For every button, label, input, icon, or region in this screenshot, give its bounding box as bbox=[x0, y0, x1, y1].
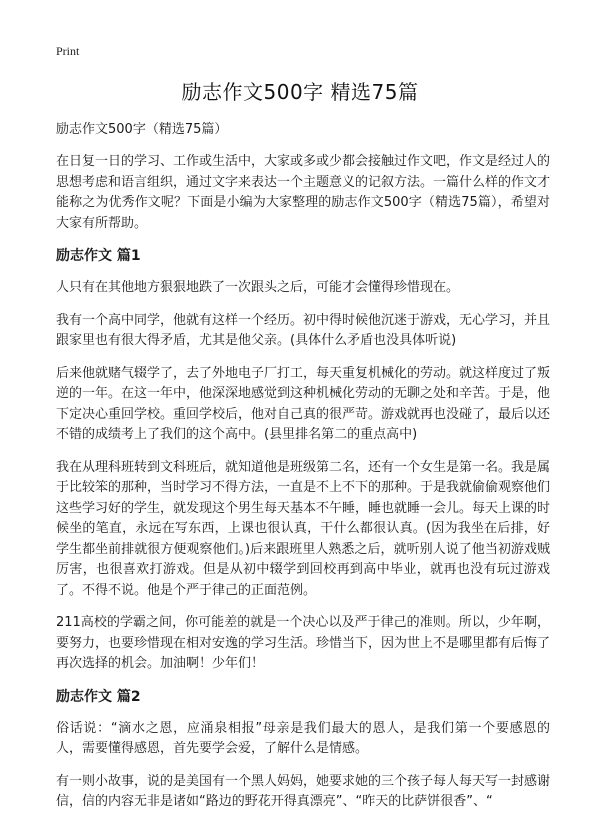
print-link[interactable]: Print bbox=[56, 44, 80, 58]
document-title: 励志作文500字 精选75篇 bbox=[181, 80, 419, 104]
paragraph: 人只有在其他地方狠狠地跌了一次跟头之后，可能才会懂得珍惜现在。 bbox=[56, 280, 460, 295]
paragraph: 我有一个高中同学，他就有这样一个经历。初中得时候他沉迷于游戏，无心学习，并且跟家里也有很大得矛盾，尤其是他父亲。(具体什么矛盾也没具体听说) bbox=[56, 312, 551, 348]
paragraph: 有一则小故事，说的是美国有一个黑人妈妈，她要求她的三个孩子每人每天写一封感谢信，信的内容无非是诸如“路边的野花开得真漂亮”、“昨天的比萨饼很香”、“ bbox=[56, 773, 551, 809]
intro-paragraph: 在日复一日的学习、工作或生活中，大家或多或少都会接触过作文吧，作文是经过人的思想考虑和语言组织，通过文字来表达一个主题意义的记叙方法。一篇什么样的作文才能称之为优秀作文呢？下面是小编为大家整理的励志作文500字（精选75篇），希望对大家有所帮助。 bbox=[56, 154, 551, 231]
document-subtitle: 励志作文500字（精选75篇） bbox=[56, 122, 228, 137]
document-body bbox=[56, 120, 550, 825]
section-heading: 励志作文 篇2 bbox=[56, 688, 141, 705]
section-2 bbox=[56, 687, 550, 813]
section-1 bbox=[56, 246, 550, 675]
paragraph: 后来他就赌气辍学了，去了外地电子厂打工，每天重复机械化的劳动。就这样度过了叛逆的一年。在这一年中，他深深地感觉到这种机械化劳动的无聊之处和辛苦。于是，他下定决心重回学校。重回学校后，他对自己真的很严苛。游戏就再也没碰了，最后以还不错的成绩考上了我们的这个高中。(县里排名第二的重点高中) bbox=[56, 365, 551, 442]
paragraph: 俗话说：“滴水之恩，应涌泉相报”母亲是我们最大的恩人，是我们第一个要感恩的人，需要懂得感恩，首先要学会爱，了解什么是情感。 bbox=[56, 720, 550, 756]
paragraph: 211高校的学霸之间，你可能差的就是一个决心以及严于律己的准则。所以，少年啊，要努力，也要珍惜现在相对安逸的学习生活。珍惜当下，因为世上不是哪里都有后悔了再次选择的机会。加油啊！少年们！ bbox=[56, 615, 551, 671]
paragraph: 我在从理科班转到文科班后，就知道他是班级第二名，还有一个女生是第一名。我是属于比较笨的那种，当时学习不得方法，一直是不上不下的那种。于是我就偷偷观察他们这些学习好的学生，就发现这个男生每天基本不午睡，睡也就睡一会儿。每天上课的时候坐的笔直，永远在写东西，上课也很认真，干什么都很认真。(因为我坐在后排，好学生都坐前排就很方便观察他们。)后来跟班里人熟悉之后，就听别人说了他当初游戏贼厉害，也很喜欢打游戏。但是从初中辍学到回校再到高中毕业，就再也没有玩过游戏了。不得不说。他是个严于律己的正面范例。 bbox=[56, 459, 551, 598]
section-heading: 励志作文 篇1 bbox=[56, 248, 141, 264]
